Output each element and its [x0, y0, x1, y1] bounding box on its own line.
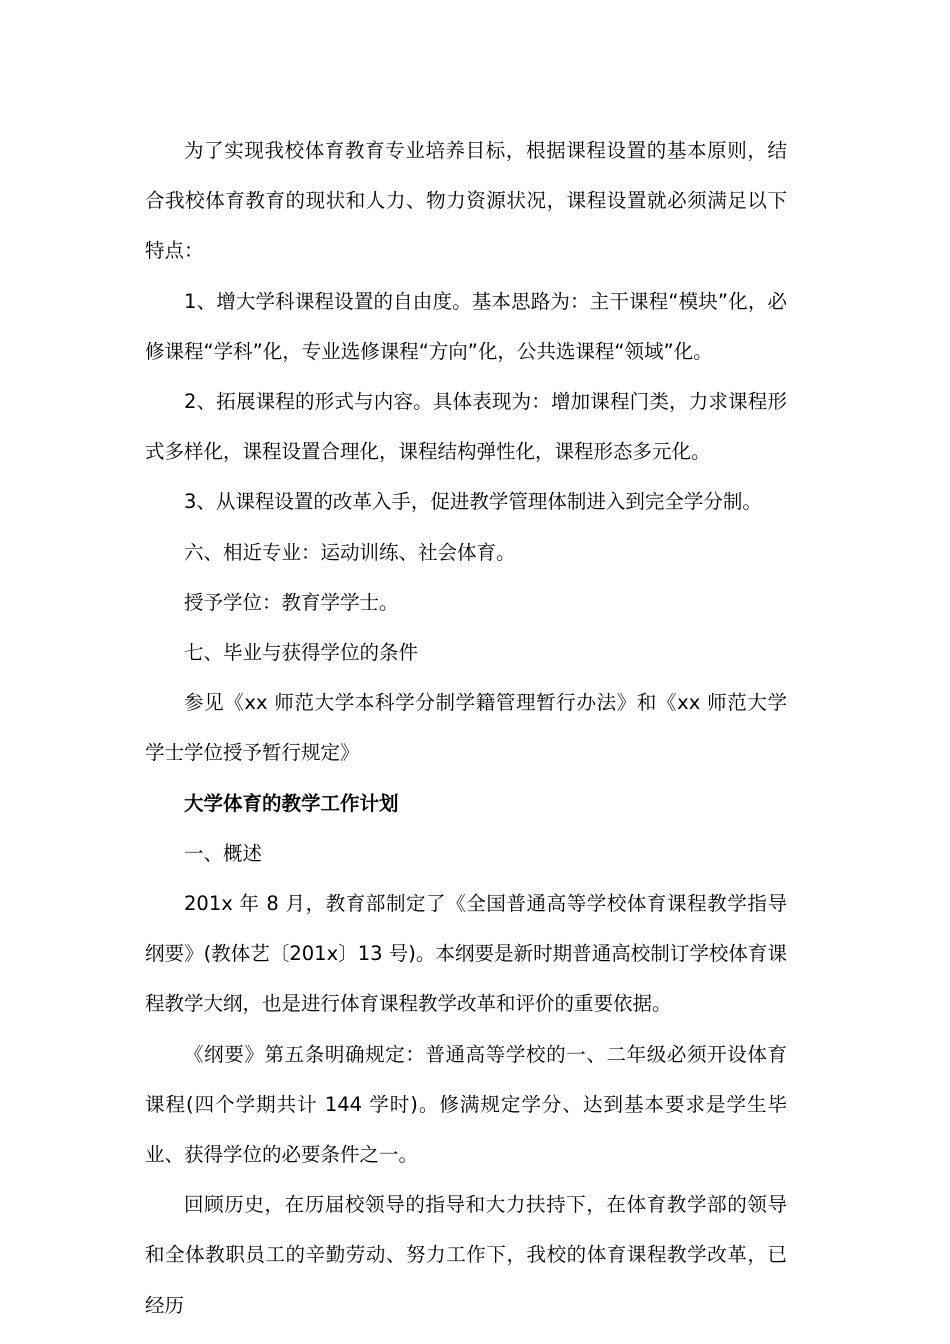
- paragraph-graduation-heading: 七、毕业与获得学位的条件: [184, 641, 419, 665]
- paragraph-overview-1: 201x 年 8 月，教育部制定了《全国普通高等学校体育课程教学指导纲要》(教体艺〔201x〕13 号)。本纲要是新时期普通高校制订学校体育课程教学大纲，也是进行体育课程教学改革和评价的重要依据。: [145, 892, 787, 1016]
- section-title: 大学体育的教学工作计划: [184, 791, 399, 815]
- paragraph-overview-3: 回顾历史，在历届校领导的指导和大力扶持下，在体育教学部的领导和全体教职员工的辛勤劳动、努力工作下，我校的体育课程教学改革，已经历: [145, 1193, 787, 1317]
- paragraph-related-majors: 六、相近专业：运动训练、社会体育。: [184, 540, 516, 564]
- paragraph-graduation-reference: 参见《xx 师范大学本科学分制学籍管理暂行办法》和《xx 师范大学学士学位授予暂行规定》: [145, 691, 787, 765]
- paragraph-point-3: 3、从课程设置的改革入手，促进教学管理体制进入到完全学分制。: [184, 490, 762, 514]
- document-body: [145, 126, 787, 1331]
- paragraph-curriculum-intro: 为了实现我校体育教育专业培养目标，根据课程设置的基本原则，结合我校体育教育的现状和人力、物力资源状况，课程设置就必须满足以下特点：: [145, 139, 787, 263]
- paragraph-overview-heading: 一、概述: [184, 841, 263, 865]
- paragraph-degree: 授予学位：教育学学士。: [184, 590, 399, 614]
- paragraph-point-2: 2、拓展课程的形式与内容。具体表现为：增加课程门类，力求课程形式多样化，课程设置合理化，课程结构弹性化，课程形态多元化。: [145, 390, 787, 464]
- paragraph-overview-2: 《纲要》第五条明确规定：普通高等学校的一、二年级必须开设体育课程(四个学期共计 144 学时)。修满规定学分、达到基本要求是学生毕业、获得学位的必要条件之一。: [145, 1042, 787, 1167]
- paragraph-point-1: 1、增大学科课程设置的自由度。基本思路为：主干课程“模块”化，必修课程“学科”化，专业选修课程“方向”化，公共选课程“领域”化。: [145, 289, 787, 363]
